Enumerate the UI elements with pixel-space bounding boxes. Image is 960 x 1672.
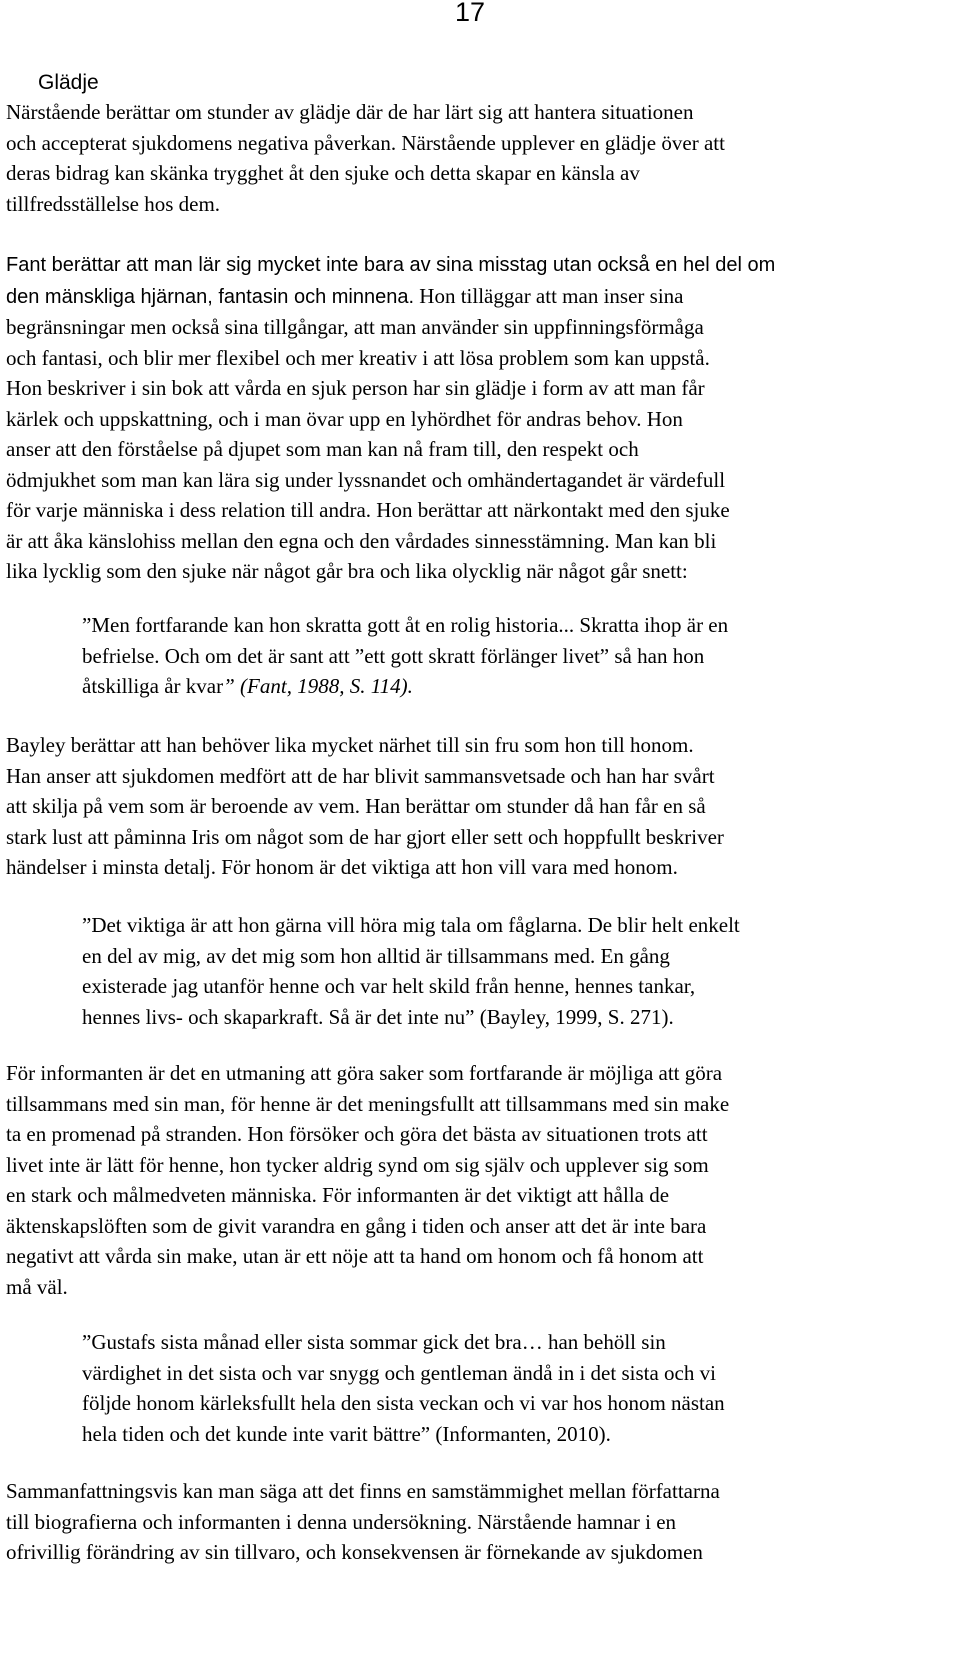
text-line: deras bidrag kan skänka trygghet åt den sjuke och detta skapar en känsla av [6,161,640,185]
quote-line: värdighet in det sista och var snygg och gentleman ändå in i det sista och vi [82,1360,716,1385]
quote-line: ”Gustafs sista månad eller sista sommar gick det bra… han behöll sin [82,1330,666,1354]
text-line-tail: Hon tilläggar att man inser sina [414,283,684,308]
text-line: livet inte är lätt för henne, hon tycker aldrig synd om sig själv och upplever sig som [6,1152,709,1177]
quote-line: ”Det viktiga är att hon gärna vill höra mig tala om fåglarna. De blir helt enkelt [82,913,740,937]
text-line: ta en promenad på stranden. Hon försöker och göra det bästa av situationen trots att [6,1122,708,1146]
text-line: händelser i minsta detalj. För honom är det viktiga att hon vill vara med honom. [6,855,678,879]
paragraph-bayley [6,730,724,883]
quote-line: åtskilliga år kvar [82,674,224,698]
text-line: och fantasi, och blir mer flexibel och mer kreativ i att lösa problem som kan uppstå. [6,345,710,370]
text-line: Närstående berättar om stunder av glädje där de har lärt sig att hantera situationen [6,100,694,124]
paragraph-fant [6,250,775,587]
text-line: Hon beskriver i sin bok att vårda en sjuk person har sin glädje i form av att man får [6,376,705,400]
text-line: för varje människa i dess relation till andra. Hon berättar att närkontakt med den sjuke [6,498,730,522]
text-line: Sammanfattningsvis kan man säga att det finns en samstämmighet mellan författarna [6,1479,720,1503]
quote-bayley [82,910,740,1032]
text-line: tillfredsställelse hos dem. [6,191,221,216]
paragraph-summary [6,1476,720,1568]
text-line: är att åka känslohiss mellan den egna och den vårdades sinnesstämning. Man kan bli [6,528,717,553]
quote-line: hennes livs- och skaparkraft. Så är det inte nu” (Bayley, 1999, S. 271). [82,1004,674,1029]
quote-line: följde honom kärleksfullt hela den sista veckan och vi var hos honom nästan [82,1391,725,1415]
text-line: lika lycklig som den sjuke när något går bra och lika olycklig när något går snett: [6,559,688,583]
text-line: till biografierna och informanten i denna undersökning. Närstående hamnar i en [6,1509,677,1534]
quote-line: befrielse. Och om det är sant att ”ett gott skratt förlänger livet” så han hon [82,643,705,668]
page-number: 17 [455,0,486,27]
quote-line: existerade jag utanför henne och var helt skild från henne, hennes tankar, [82,974,696,998]
quote-line: ”Men fortfarande kan hon skratta gott åt en rolig historia... Skratta ihop är en [82,613,729,637]
text-line: en stark och målmedveten människa. För informanten är det viktigt att hålla de [6,1183,670,1207]
text-line: och accepterat sjukdomens negativa påverkan. Närstående upplever en glädje över att [6,130,725,155]
paragraph-informant [6,1058,729,1302]
text-line: Fant berättar att man lär sig mycket inte bara av sina misstag utan också en hel del om [6,254,776,276]
quote-fant [82,610,728,702]
text-line: stark lust att påminna Iris om något som de har gjort eller sett och hoppfullt beskriver [6,824,724,849]
text-line: ödmjukhet som man kan lära sig under lyssnandet och omhändertagandet är värdefull [6,467,726,492]
text-line: anser att den förståelse på djupet som man kan nå fram till, den respekt och [6,437,639,461]
text-line: begränsningar men också sina tillgångar, att man använder sin uppfinningsförmåga [6,315,704,339]
text-line: äktenskapslöften som de givit varandra en gång i tiden och anser att det är inte bara [6,1213,707,1238]
paragraph-intro [6,97,725,219]
text-line: den mänskliga hjärnan, fantasin och minnena. [6,285,415,308]
text-line: tillsammans med sin man, för henne är det meningsfullt att tillsammans med sin make [6,1091,730,1116]
text-line: kärlek och uppskattning, och i man övar upp en lyhördhet för andras behov. Hon [6,406,683,431]
quote-informant [82,1327,725,1449]
text-line: Han anser att sjukdomen medfört att de har blivit sammansvetsade och han har svårt [6,763,715,788]
text-line: må väl. [6,1274,68,1299]
text-line: negativt att vårda sin make, utan är ett nöje att ta hand om honom och få honom att [6,1244,704,1268]
text-line: Bayley berättar att han behöver lika mycket närhet till sin fru som hon till honom. [6,733,694,757]
text-line: ofrivillig förändring av sin tillvaro, och konsekvensen är förnekande av sjukdomen [6,1540,703,1564]
quote-line: hela tiden och det kunde inte varit bättre” (Informanten, 2010). [82,1421,611,1446]
quote-citation: ” (Fant, 1988, S. 114). [223,674,413,698]
text-line: För informanten är det en utmaning att göra saker som fortfarande är möjliga att göra [6,1061,723,1085]
text-line: att skilja på vem som är beroende av vem. Han berättar om stunder då han får en så [6,794,706,818]
quote-line: en del av mig, av det mig som hon alltid är tillsammans med. En gång [82,943,670,968]
section-heading: Glädje [38,71,99,94]
